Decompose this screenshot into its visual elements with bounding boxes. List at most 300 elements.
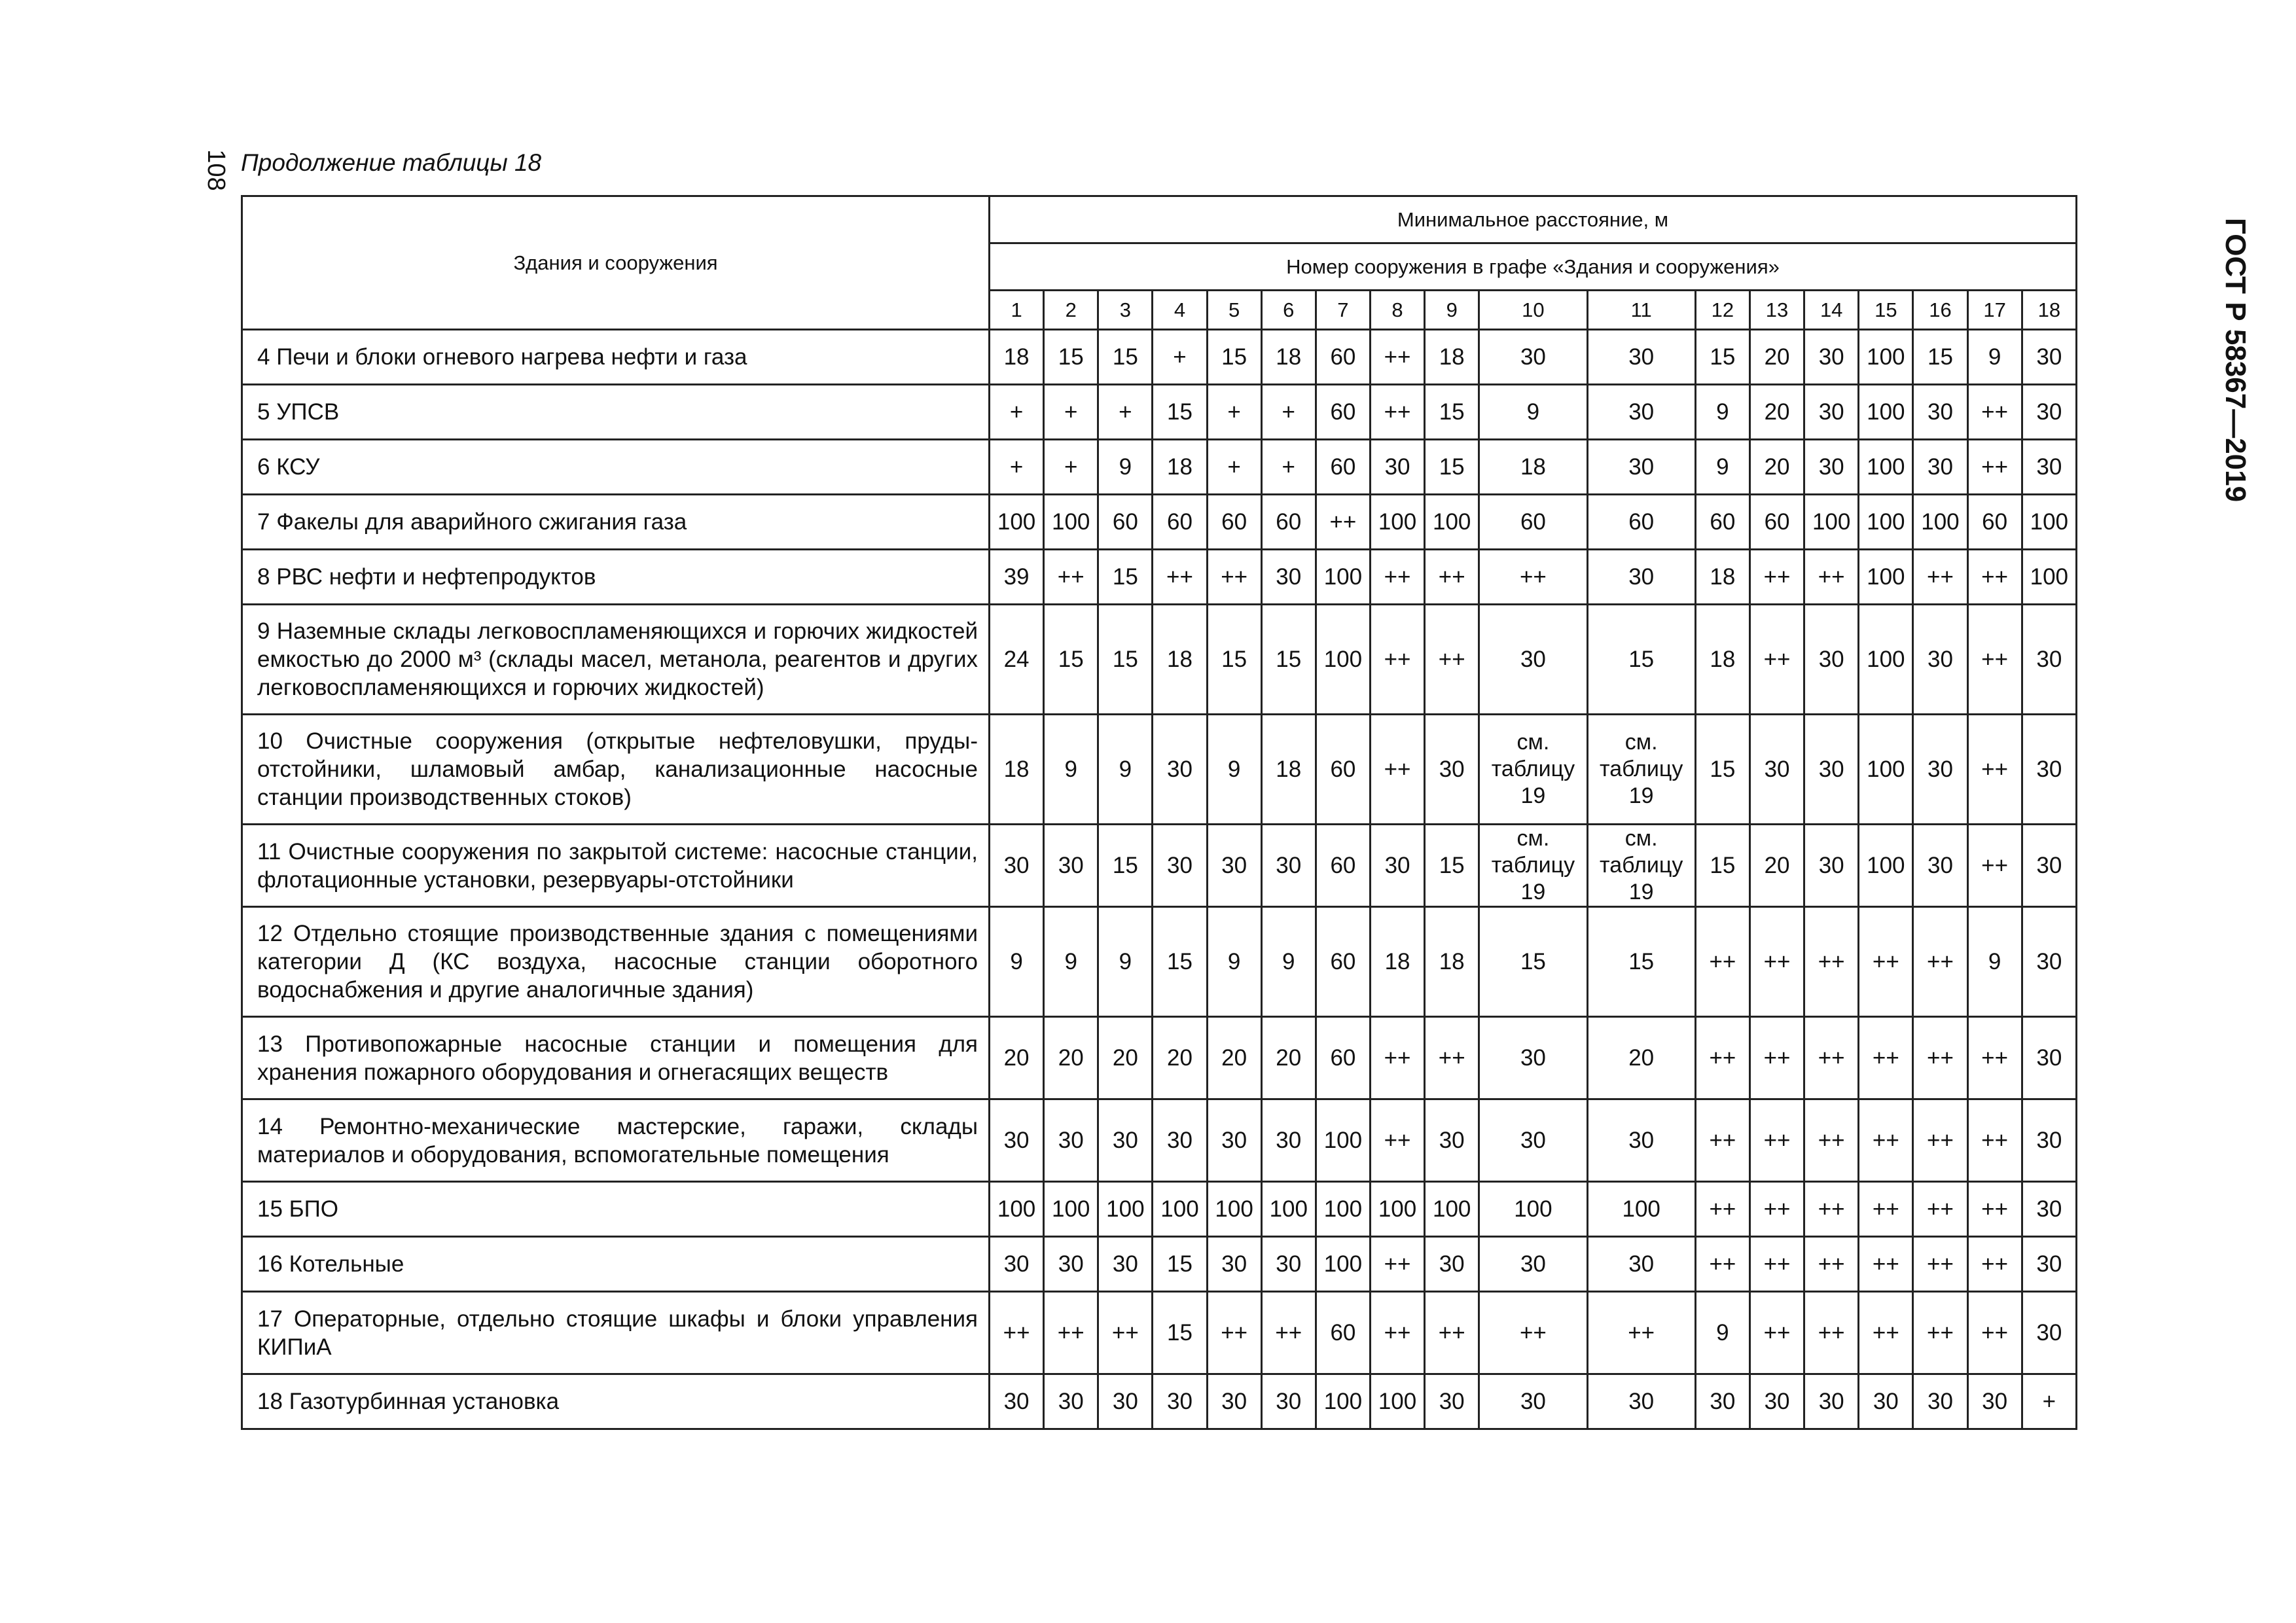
column-number: 8 [1370, 291, 1424, 330]
distance-cell: ++ [1695, 1182, 1749, 1237]
distance-cell: 100 [1316, 1099, 1370, 1182]
distance-cell: 100 [1370, 1374, 1424, 1429]
distance-cell: 30 [1153, 1099, 1207, 1182]
distance-cell: + [1153, 330, 1207, 385]
distance-cell: 30 [990, 1237, 1044, 1292]
distance-cell: ++ [1967, 605, 2022, 715]
distance-cell: 100 [1859, 550, 1913, 605]
distance-cell: 30 [1479, 330, 1587, 385]
table-row [242, 1099, 2077, 1182]
distance-cell: + [1207, 440, 1261, 495]
distance-cell: 20 [1153, 1017, 1207, 1099]
distance-cell: ++ [1967, 440, 2022, 495]
distance-cell: 30 [1804, 1374, 1859, 1429]
distance-cell: 100 [1804, 495, 1859, 550]
column-number: 9 [1425, 291, 1479, 330]
distance-cell: 100 [1044, 495, 1098, 550]
distance-cell: ++ [1804, 1182, 1859, 1237]
distance-cell: ++ [1370, 1292, 1424, 1374]
distance-cell: 15 [1913, 330, 1967, 385]
distance-cell: 18 [1425, 907, 1479, 1017]
distance-cell: 15 [1695, 330, 1749, 385]
distance-cell: 20 [1587, 1017, 1695, 1099]
distance-cell: см. таблицу 19 [1587, 715, 1695, 825]
distance-cell: 30 [2022, 715, 2076, 825]
distance-cell: 15 [1587, 907, 1695, 1017]
distance-cell: 30 [2022, 605, 2076, 715]
distance-cell: 18 [1695, 550, 1749, 605]
distance-cell: 30 [1913, 1374, 1967, 1429]
building-name: 10 Очистные сооружения (открытые нефтеловушки, пруды-отстойники, шламовый амбар, канализационные насосные станции производственных стоков) [242, 715, 990, 825]
distance-cell: см. таблицу 19 [1479, 825, 1587, 907]
column-number: 13 [1749, 291, 1804, 330]
distance-cell: 30 [1153, 715, 1207, 825]
distance-cell: см. таблицу 19 [1587, 825, 1695, 907]
distance-cell: 30 [1913, 825, 1967, 907]
distance-cell: 30 [1370, 440, 1424, 495]
distance-cell: ++ [1370, 1017, 1424, 1099]
distance-cell: 60 [1316, 715, 1370, 825]
table-row [242, 440, 2077, 495]
column-number: 2 [1044, 291, 1098, 330]
distance-cell: 9 [1044, 715, 1098, 825]
distance-cell: 100 [990, 495, 1044, 550]
distance-cell: 18 [1695, 605, 1749, 715]
distance-cell: 15 [1153, 907, 1207, 1017]
distance-cell: ++ [1425, 1292, 1479, 1374]
distance-cell: ++ [1804, 1017, 1859, 1099]
distance-cell: 15 [1695, 825, 1749, 907]
distance-cell: ++ [1749, 907, 1804, 1017]
building-name: 16 Котельные [242, 1237, 990, 1292]
distance-cell: 30 [990, 1099, 1044, 1182]
distance-cell: ++ [1479, 1292, 1587, 1374]
distance-cell: 30 [1804, 440, 1859, 495]
distance-cell: 100 [1859, 495, 1913, 550]
distance-cell: 60 [1316, 825, 1370, 907]
distance-cell: 30 [2022, 385, 2076, 440]
distance-cell: 18 [1261, 715, 1316, 825]
distance-cell: ++ [990, 1292, 1044, 1374]
distance-cell: 18 [990, 330, 1044, 385]
column-number: 10 [1479, 291, 1587, 330]
distance-cell: + [990, 440, 1044, 495]
header-min-distance: Минимальное расстояние, м [990, 196, 2077, 243]
distance-cell: 9 [1261, 907, 1316, 1017]
distance-cell: 15 [1044, 605, 1098, 715]
distance-cell: 30 [1044, 1099, 1098, 1182]
distance-cell: 100 [1859, 330, 1913, 385]
header-buildings: Здания и сооружения [242, 196, 990, 330]
distance-cell: 15 [1153, 1292, 1207, 1374]
distance-cell: 9 [1967, 907, 2022, 1017]
distance-cell: ++ [1804, 907, 1859, 1017]
distance-cell: + [1261, 440, 1316, 495]
distance-cell: 60 [1695, 495, 1749, 550]
distance-cell: 100 [1859, 825, 1913, 907]
distance-cell: 60 [1316, 1292, 1370, 1374]
distance-cell: ++ [1695, 1017, 1749, 1099]
distance-cell: 9 [1207, 907, 1261, 1017]
distance-cell: 9 [1044, 907, 1098, 1017]
distance-cell: ++ [1695, 907, 1749, 1017]
distance-cell: 15 [1479, 907, 1587, 1017]
building-name: 11 Очистные сооружения по закрытой системе: насосные станции, флотационные установки, резервуары-отстойники [242, 825, 990, 907]
distance-cell: ++ [1967, 1099, 2022, 1182]
distance-cell: 60 [1316, 330, 1370, 385]
distance-cell: 30 [1207, 825, 1261, 907]
distance-cell: 30 [1261, 825, 1316, 907]
distance-cell: 18 [1261, 330, 1316, 385]
distance-cell: ++ [1370, 330, 1424, 385]
distance-cell: + [1098, 385, 1153, 440]
distance-cell: 30 [2022, 330, 2076, 385]
distance-cell: ++ [1370, 1237, 1424, 1292]
table-row [242, 605, 2077, 715]
distance-cell: 15 [1153, 385, 1207, 440]
distance-cell: ++ [1859, 907, 1913, 1017]
column-number: 11 [1587, 291, 1695, 330]
distance-cell: 30 [1261, 1237, 1316, 1292]
distance-cell: 15 [1207, 330, 1261, 385]
distance-cell: 100 [1425, 1182, 1479, 1237]
distance-cell: 30 [1479, 605, 1587, 715]
distance-cell: ++ [1207, 1292, 1261, 1374]
distance-cell: ++ [1479, 550, 1587, 605]
distance-cell: 30 [1804, 715, 1859, 825]
distance-cell: + [1044, 385, 1098, 440]
column-number: 16 [1913, 291, 1967, 330]
distance-cell: 100 [2022, 550, 2076, 605]
distance-cell: 20 [1749, 385, 1804, 440]
distance-cell: 18 [1153, 440, 1207, 495]
distance-cell: 30 [2022, 440, 2076, 495]
distance-cell: 20 [1749, 825, 1804, 907]
distance-cell: 15 [1425, 440, 1479, 495]
distance-cell: 30 [1479, 1374, 1587, 1429]
distance-cell: 24 [990, 605, 1044, 715]
distance-cell: 15 [1261, 605, 1316, 715]
table-row [242, 907, 2077, 1017]
table-row [242, 550, 2077, 605]
distance-cell: 60 [1261, 495, 1316, 550]
building-name: 14 Ремонтно-механические мастерские, гаражи, склады материалов и оборудования, вспомогательные помещения [242, 1099, 990, 1182]
building-name: 5 УПСВ [242, 385, 990, 440]
distance-cell: ++ [1804, 1237, 1859, 1292]
distance-cell: 30 [1804, 330, 1859, 385]
distance-cell: 30 [2022, 825, 2076, 907]
column-number: 6 [1261, 291, 1316, 330]
distance-cell: 15 [1098, 605, 1153, 715]
standard-code: ГОСТ Р 58367—2019 [2219, 217, 2251, 503]
column-number: 5 [1207, 291, 1261, 330]
distance-cell: 9 [1479, 385, 1587, 440]
distance-cell: 15 [1207, 605, 1261, 715]
building-name: 13 Противопожарные насосные станции и помещения для хранения пожарного оборудования и огнегасящих веществ [242, 1017, 990, 1099]
distance-cell: 30 [1479, 1237, 1587, 1292]
distance-cell: 18 [1153, 605, 1207, 715]
distance-cell: 60 [1587, 495, 1695, 550]
distance-cell: 30 [2022, 1292, 2076, 1374]
distance-cell: 20 [1261, 1017, 1316, 1099]
table-row [242, 715, 2077, 825]
distance-cell: ++ [1967, 825, 2022, 907]
building-name: 18 Газотурбинная установка [242, 1374, 990, 1429]
building-name: 4 Печи и блоки огневого нагрева нефти и газа [242, 330, 990, 385]
distance-cell: 100 [1044, 1182, 1098, 1237]
distance-cell: 100 [1261, 1182, 1316, 1237]
distance-cell: 100 [1859, 385, 1913, 440]
column-number: 3 [1098, 291, 1153, 330]
distance-cell: 30 [1261, 1099, 1316, 1182]
distance-cell: 30 [1587, 1237, 1695, 1292]
distance-cell: 100 [1479, 1182, 1587, 1237]
distance-cell: 100 [2022, 495, 2076, 550]
distance-cell: 30 [1425, 1237, 1479, 1292]
distance-cell: ++ [1749, 1292, 1804, 1374]
distance-cell: 30 [1913, 385, 1967, 440]
distance-cell: ++ [1098, 1292, 1153, 1374]
distance-cell: 60 [1153, 495, 1207, 550]
table-caption: Продолжение таблицы 18 [241, 149, 542, 176]
distance-cell: 30 [1044, 1237, 1098, 1292]
distance-cell: 100 [1370, 1182, 1424, 1237]
distance-cell: 20 [1749, 330, 1804, 385]
distance-cell: ++ [1967, 715, 2022, 825]
distance-cell: ++ [1913, 1237, 1967, 1292]
distance-cell: 20 [1207, 1017, 1261, 1099]
distance-cell: 30 [2022, 907, 2076, 1017]
distance-cell: 15 [1098, 550, 1153, 605]
distance-cell: 60 [1479, 495, 1587, 550]
distance-cell: + [990, 385, 1044, 440]
distance-cell: 20 [990, 1017, 1044, 1099]
distance-cell: ++ [1859, 1292, 1913, 1374]
distance-cell: 30 [1587, 1374, 1695, 1429]
distance-cell: 30 [1587, 550, 1695, 605]
distance-cell: 20 [1749, 440, 1804, 495]
distance-cell: ++ [1044, 550, 1098, 605]
distance-cell: 30 [1695, 1374, 1749, 1429]
distance-cell: ++ [1370, 715, 1424, 825]
distance-cell: ++ [1804, 550, 1859, 605]
column-number: 15 [1859, 291, 1913, 330]
distance-cell: 100 [1587, 1182, 1695, 1237]
distance-cell: 15 [1695, 715, 1749, 825]
distance-cell: ++ [1859, 1237, 1913, 1292]
distance-cell: 30 [1859, 1374, 1913, 1429]
distance-cell: ++ [1859, 1182, 1913, 1237]
distance-cell: 18 [1370, 907, 1424, 1017]
distance-cell: ++ [1913, 1099, 1967, 1182]
header-structure-number: Номер сооружения в графе «Здания и сооружения» [990, 243, 2077, 291]
distance-cell: 100 [1316, 605, 1370, 715]
distance-cell: 60 [1967, 495, 2022, 550]
distance-cell: 9 [1098, 440, 1153, 495]
distance-cell: + [2022, 1374, 2076, 1429]
distance-cell: 30 [1913, 440, 1967, 495]
distance-cell: 30 [1425, 1099, 1479, 1182]
distance-cell: ++ [1967, 1017, 2022, 1099]
distance-cell: 30 [1425, 715, 1479, 825]
distance-cell: 18 [1425, 330, 1479, 385]
distance-cell: 30 [1913, 715, 1967, 825]
distance-cell: 15 [1425, 825, 1479, 907]
distance-cell: 100 [1370, 495, 1424, 550]
distance-cell: 30 [1749, 715, 1804, 825]
distance-cell: 30 [1425, 1374, 1479, 1429]
table-row [242, 1017, 2077, 1099]
distance-cell: 30 [1587, 1099, 1695, 1182]
distance-cell: 15 [1587, 605, 1695, 715]
distance-cell: 15 [1425, 385, 1479, 440]
distance-cell: ++ [1153, 550, 1207, 605]
distance-cell: ++ [1804, 1292, 1859, 1374]
distance-cell: 100 [1316, 1374, 1370, 1429]
table-row [242, 1374, 2077, 1429]
distance-cell: 30 [1749, 1374, 1804, 1429]
distance-cell: ++ [1913, 1182, 1967, 1237]
distance-cell: 9 [1098, 715, 1153, 825]
page-number: 108 [202, 149, 230, 191]
distance-cell: 30 [990, 825, 1044, 907]
column-number: 14 [1804, 291, 1859, 330]
distance-cell: 30 [2022, 1017, 2076, 1099]
building-name: 15 БПО [242, 1182, 990, 1237]
distance-cell: 15 [1153, 1237, 1207, 1292]
distance-cell: 30 [1098, 1237, 1153, 1292]
distance-cell: 9 [1207, 715, 1261, 825]
distance-cell: 9 [1695, 1292, 1749, 1374]
distance-cell: ++ [1207, 550, 1261, 605]
distance-cell: ++ [1859, 1099, 1913, 1182]
column-number: 1 [990, 291, 1044, 330]
distance-cell: 30 [1804, 825, 1859, 907]
distance-cell: 18 [990, 715, 1044, 825]
distance-cell: 15 [1098, 330, 1153, 385]
distance-cell: 30 [1370, 825, 1424, 907]
distance-cell: ++ [1749, 1182, 1804, 1237]
distance-cell: + [1261, 385, 1316, 440]
distance-cell: 30 [1587, 330, 1695, 385]
column-number: 18 [2022, 291, 2076, 330]
distance-cell: ++ [1370, 1099, 1424, 1182]
distance-cell: 100 [990, 1182, 1044, 1237]
distance-cell: 30 [1913, 605, 1967, 715]
table-row [242, 385, 2077, 440]
distance-cell: ++ [1967, 385, 2022, 440]
table-row [242, 1237, 2077, 1292]
distance-cell: 100 [1153, 1182, 1207, 1237]
distance-cell: ++ [1425, 1017, 1479, 1099]
distance-cell: 100 [1859, 440, 1913, 495]
distance-cell: ++ [1370, 385, 1424, 440]
distance-cell: ++ [1967, 1182, 2022, 1237]
distance-cell: 30 [1967, 1374, 2022, 1429]
distance-cell: 30 [1804, 385, 1859, 440]
distance-cell: 100 [1316, 1182, 1370, 1237]
distance-cell: 30 [2022, 1182, 2076, 1237]
distance-cell: 100 [1316, 550, 1370, 605]
distance-cell: 30 [1098, 1099, 1153, 1182]
column-number: 7 [1316, 291, 1370, 330]
distance-cell: ++ [1370, 605, 1424, 715]
building-name: 6 КСУ [242, 440, 990, 495]
distance-cell: 30 [1479, 1099, 1587, 1182]
distance-cell: ++ [1695, 1237, 1749, 1292]
distance-cell: ++ [1859, 1017, 1913, 1099]
table-row [242, 825, 2077, 907]
distance-cell: 9 [1967, 330, 2022, 385]
distance-cell: 9 [1695, 440, 1749, 495]
distance-cell: + [1207, 385, 1261, 440]
distance-cell: 20 [1098, 1017, 1153, 1099]
column-number: 4 [1153, 291, 1207, 330]
distance-cell: ++ [1804, 1099, 1859, 1182]
building-name: 7 Факелы для аварийного сжигания газа [242, 495, 990, 550]
distance-cell: 30 [2022, 1099, 2076, 1182]
distance-cell: 100 [1913, 495, 1967, 550]
distance-cell: ++ [1044, 1292, 1098, 1374]
distance-cell: ++ [1749, 1099, 1804, 1182]
distance-cell: ++ [1425, 605, 1479, 715]
distance-cell: + [1044, 440, 1098, 495]
distance-cell: 60 [1316, 907, 1370, 1017]
distance-cell: 60 [1098, 495, 1153, 550]
distance-cell: ++ [1913, 1017, 1967, 1099]
distance-cell: ++ [1967, 1292, 2022, 1374]
distance-cell: 20 [1044, 1017, 1098, 1099]
distance-cell: ++ [1316, 495, 1370, 550]
distance-cell: 60 [1316, 440, 1370, 495]
building-name: 8 РВС нефти и нефтепродуктов [242, 550, 990, 605]
distance-cell: 30 [1044, 1374, 1098, 1429]
distance-cell: 30 [1479, 1017, 1587, 1099]
distance-cell: ++ [1261, 1292, 1316, 1374]
building-name: 9 Наземные склады легковоспламеняющихся и горючих жидкостей емкостью до 2000 м³ (склады масел, метанола, реагентов и других легковоспламеняющихся и горючих жидкостей) [242, 605, 990, 715]
distance-cell: 15 [1044, 330, 1098, 385]
distance-cell: 30 [1261, 1374, 1316, 1429]
column-number: 17 [1967, 291, 2022, 330]
distance-cell: 60 [1749, 495, 1804, 550]
table-row [242, 495, 2077, 550]
distance-cell: ++ [1749, 550, 1804, 605]
distance-cell: 9 [990, 907, 1044, 1017]
distance-cell: 30 [1098, 1374, 1153, 1429]
building-name: 17 Операторные, отдельно стоящие шкафы и блоки управления КИПиА [242, 1292, 990, 1374]
distance-cell: 60 [1207, 495, 1261, 550]
distance-cell: 30 [1153, 1374, 1207, 1429]
distance-cell: ++ [1749, 605, 1804, 715]
distance-cell: 100 [1316, 1237, 1370, 1292]
table-row [242, 1292, 2077, 1374]
distance-cell: ++ [1425, 550, 1479, 605]
distance-cell: 60 [1316, 1017, 1370, 1099]
distance-cell: 100 [1207, 1182, 1261, 1237]
distance-cell: 30 [1587, 385, 1695, 440]
distance-cell: ++ [1587, 1292, 1695, 1374]
distance-cell: 100 [1859, 605, 1913, 715]
table-row [242, 330, 2077, 385]
distance-cell: 100 [1859, 715, 1913, 825]
distance-cell: 30 [2022, 1237, 2076, 1292]
table-row [242, 1182, 2077, 1237]
distance-cell: ++ [1913, 550, 1967, 605]
distance-table [241, 195, 2077, 1430]
distance-cell: 9 [1695, 385, 1749, 440]
distance-cell: 30 [990, 1374, 1044, 1429]
distance-cell: ++ [1749, 1237, 1804, 1292]
